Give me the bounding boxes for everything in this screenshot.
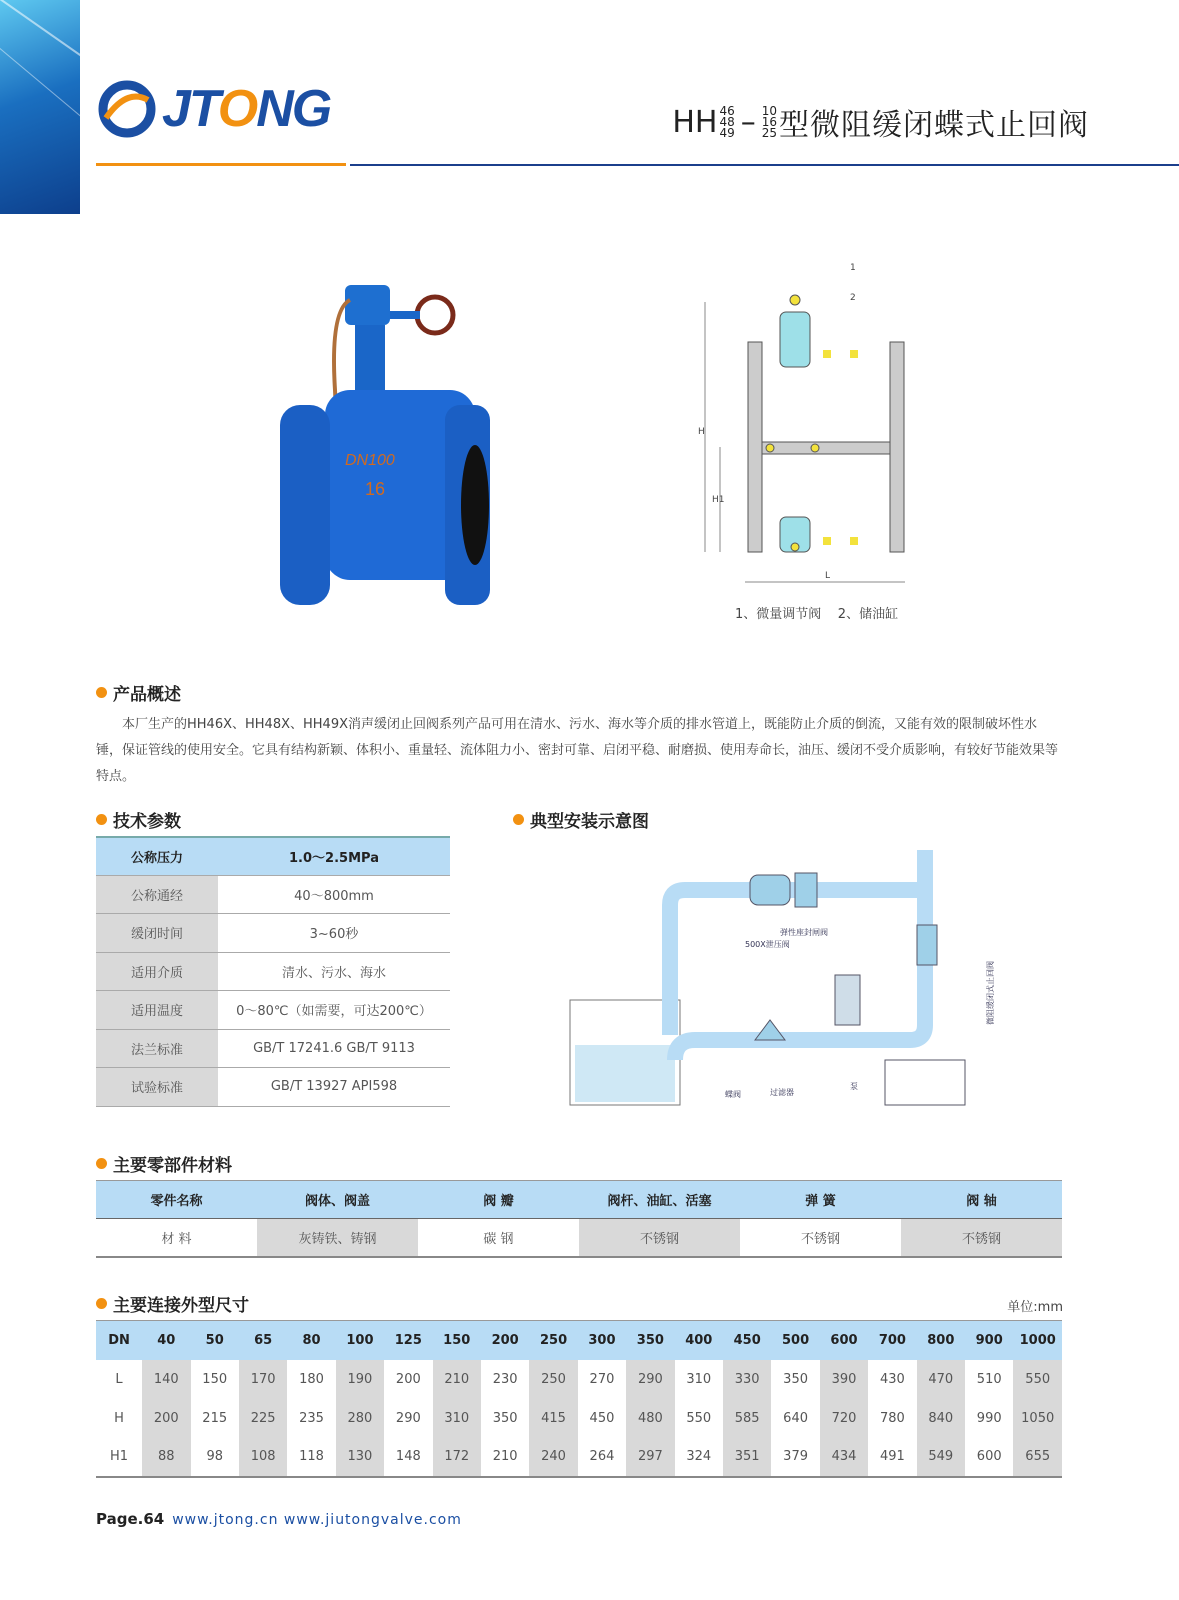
table-cell: GB/T 17241.6 GB/T 9113: [218, 1029, 450, 1068]
table-row: [96, 991, 450, 1030]
brand-name: JTONG: [162, 80, 331, 138]
table-cell: 125: [384, 1321, 432, 1360]
table-cell: 230: [492, 1371, 518, 1387]
table-row: [96, 1029, 450, 1068]
table-cell: 1050: [1013, 1399, 1062, 1438]
table-cell: 600: [965, 1438, 1013, 1477]
title-model: 48: [719, 114, 735, 129]
table-cell: 172: [433, 1438, 481, 1477]
title-model: 46: [719, 103, 735, 118]
table-cell: 310: [686, 1371, 712, 1387]
table-cell: 434: [820, 1438, 868, 1477]
dims-heading: [96, 1291, 249, 1316]
table-cell: H1: [96, 1438, 142, 1477]
table-cell: 弹 簧: [740, 1181, 901, 1219]
table-cell: DN: [96, 1321, 142, 1360]
table-cell: 灰铸铁、铸钢: [257, 1219, 418, 1257]
table-cell: 280: [336, 1399, 384, 1438]
title-pressures: [761, 103, 777, 140]
table-cell: 140: [142, 1360, 190, 1399]
title-pressure: 25: [761, 125, 777, 140]
table-cell: 148: [384, 1438, 432, 1477]
table-cell: 350: [783, 1371, 808, 1387]
table-cell: 720: [820, 1399, 868, 1438]
table-cell: 0～80℃（如需要，可达200℃）: [218, 991, 450, 1030]
drawing-label: 1: [850, 263, 856, 273]
table-cell: 250: [529, 1321, 577, 1360]
table-cell: 材 料: [96, 1219, 257, 1257]
table-cell: 324: [675, 1438, 723, 1477]
table-cell: 500: [771, 1321, 819, 1360]
install-diagram: [565, 845, 1005, 1115]
table-cell: 不锈钢: [740, 1219, 901, 1257]
table-cell: 550: [1013, 1360, 1062, 1399]
table-cell: L: [115, 1371, 123, 1387]
table-cell: 390: [820, 1360, 868, 1399]
table-cell: 350: [492, 1410, 518, 1426]
title-dash: –: [740, 104, 756, 140]
table-cell: 600: [820, 1321, 868, 1360]
page-number: Page.64: [96, 1510, 165, 1528]
footer-urls: www.jtong.cn www.jiutongvalve.com: [172, 1512, 462, 1528]
table-cell: GB/T 13927 API598: [218, 1068, 450, 1107]
table-cell: 250: [529, 1360, 577, 1399]
table-row: [96, 1321, 1062, 1360]
table-cell: 480: [626, 1399, 674, 1438]
table-row: [96, 1068, 450, 1107]
install-label: 500X泄压阀: [745, 940, 790, 949]
table-cell: 170: [239, 1360, 287, 1399]
page-title: [672, 100, 1089, 144]
table-cell: 200: [142, 1399, 190, 1438]
table-cell: 40: [142, 1321, 190, 1360]
table-row: [96, 1399, 1062, 1438]
table-cell: 290: [395, 1410, 421, 1426]
drawing-label: H: [698, 427, 705, 437]
table-cell: 190: [336, 1360, 384, 1399]
valve-photo: [270, 270, 505, 610]
table-cell: 缓闭时间: [96, 914, 218, 953]
drawing-label: L: [825, 571, 831, 581]
bullet-icon: [96, 1298, 107, 1309]
table-cell: 549: [917, 1438, 965, 1477]
brand-logo: [96, 78, 330, 140]
page-footer: [96, 1510, 462, 1528]
table-cell: 1.0～2.5MPa: [218, 837, 450, 875]
table-cell: 适用介质: [96, 952, 218, 991]
install-label: 蝶阀: [725, 1090, 741, 1099]
table-cell: 450: [589, 1410, 615, 1426]
table-cell: 450: [723, 1321, 771, 1360]
table-cell: 270: [589, 1371, 615, 1387]
table-cell: 3~60秒: [218, 914, 450, 953]
table-cell: 公称压力: [96, 837, 218, 875]
table-cell: 300: [578, 1321, 626, 1360]
table-cell: 130: [336, 1438, 384, 1477]
table-cell: 清水、污水、海水: [218, 952, 450, 991]
table-cell: 100: [336, 1321, 384, 1360]
drawing-label: H1: [712, 495, 725, 505]
table-row: [96, 1181, 1062, 1219]
table-cell: 118: [287, 1438, 335, 1477]
table-cell: 50: [191, 1321, 239, 1360]
install-label: 泵: [850, 1082, 858, 1091]
title-pressure: 10: [761, 103, 777, 118]
materials-heading-text: 主要零部件材料: [113, 1156, 232, 1176]
header-divider-orange: [96, 163, 346, 166]
table-row: [96, 875, 450, 914]
overview-heading-text: 产品概述: [113, 685, 181, 705]
table-cell: 零件名称: [96, 1181, 257, 1219]
table-cell: H: [114, 1410, 124, 1426]
logo-swirl-icon: [96, 78, 158, 140]
table-cell: 65: [239, 1321, 287, 1360]
install-label: 过滤器: [770, 1088, 794, 1097]
valve-drawing: [690, 262, 930, 592]
header-divider-blue: [350, 164, 1179, 166]
table-cell: 阀 瓣: [418, 1181, 579, 1219]
table-cell: 98: [191, 1438, 239, 1477]
corner-decoration: [0, 0, 80, 214]
bullet-icon: [96, 1158, 107, 1169]
table-cell: 108: [239, 1438, 287, 1477]
table-cell: 阀体、阀盖: [257, 1181, 418, 1219]
table-cell: 180: [299, 1371, 324, 1387]
table-cell: 840: [917, 1399, 965, 1438]
figure-caption: 1、微量调节阀 2、储油缸: [735, 607, 899, 622]
install-heading: [513, 807, 649, 832]
table-cell: 430: [879, 1371, 905, 1387]
table-cell: 330: [723, 1360, 771, 1399]
table-row: [96, 914, 450, 953]
table-cell: 40～800mm: [218, 875, 450, 914]
table-cell: 210: [433, 1360, 481, 1399]
tech-heading-text: 技术参数: [113, 812, 181, 832]
table-cell: 470: [917, 1360, 965, 1399]
unit-label: 单位:mm: [1007, 1300, 1063, 1315]
bullet-icon: [96, 687, 107, 698]
table-cell: 200: [395, 1371, 421, 1387]
table-cell: 780: [879, 1410, 905, 1426]
table-cell: 试验标准: [96, 1068, 218, 1107]
table-cell: 900: [965, 1321, 1013, 1360]
table-cell: 阀杆、油缸、活塞: [579, 1181, 740, 1219]
table-cell: 公称通经: [96, 875, 218, 914]
table-row: [96, 1360, 1062, 1399]
table-cell: 990: [976, 1410, 1002, 1426]
table-row: [96, 837, 450, 875]
bullet-icon: [96, 814, 107, 825]
valve-photo-mark: DN100: [345, 452, 395, 469]
title-models: [719, 103, 735, 140]
table-cell: 655: [1013, 1438, 1062, 1477]
table-cell: 215: [202, 1410, 228, 1426]
drawing-label: 2: [850, 293, 856, 303]
table-cell: 800: [917, 1321, 965, 1360]
install-label: 弹性座封闸阀: [780, 928, 828, 937]
overview-text: 本厂生产的HH46X、HH48X、HH49X消声缓闭止回阀系列产品可用在清水、污水、海水等介质的排水管道上，既能防止介质的倒流，又能有效的限制破坏性水锤，保证管线的使用安全。它具有结构新颖、体积小、重量轻、流体阻力小、密封可靠、启闭平稳、耐磨损、使用寿命长，油压、缓闭不受介质影响，有较好节能效果等特点。: [96, 717, 1059, 784]
table-cell: 310: [433, 1399, 481, 1438]
overview-heading: [96, 680, 181, 705]
tech-heading: [96, 807, 181, 832]
table-cell: 350: [626, 1321, 674, 1360]
table-cell: 210: [481, 1438, 529, 1477]
table-cell: 640: [783, 1410, 808, 1426]
table-cell: 290: [626, 1360, 674, 1399]
table-cell: 法兰标准: [96, 1029, 218, 1068]
table-cell: 不锈钢: [901, 1219, 1062, 1257]
title-text: 型微阻缓闭蝶式止回阀: [779, 108, 1089, 143]
bullet-icon: [513, 814, 524, 825]
table-cell: 1000: [1013, 1321, 1062, 1360]
table-cell: 585: [723, 1399, 771, 1438]
table-cell: 491: [868, 1438, 916, 1477]
table-cell: 235: [299, 1410, 324, 1426]
table-cell: 150: [433, 1321, 481, 1360]
table-row: [96, 1438, 1062, 1477]
table-cell: 88: [142, 1438, 190, 1477]
install-label: 微阻缓闭式止回阀: [986, 961, 995, 1025]
table-cell: 264: [578, 1438, 626, 1477]
table-cell: 150: [202, 1371, 228, 1387]
dims-heading-text: 主要连接外型尺寸: [113, 1296, 249, 1316]
table-cell: 80: [287, 1321, 335, 1360]
table-cell: 适用温度: [96, 991, 218, 1030]
table-cell: 不锈钢: [579, 1219, 740, 1257]
table-cell: 510: [976, 1371, 1002, 1387]
title-model: 49: [719, 125, 735, 140]
table-cell: 700: [868, 1321, 916, 1360]
install-heading-text: 典型安装示意图: [530, 812, 649, 832]
table-cell: 阀 轴: [901, 1181, 1062, 1219]
table-cell: 351: [723, 1438, 771, 1477]
valve-photo-mark: 16: [365, 479, 386, 499]
dimensions-table: [96, 1320, 1062, 1478]
table-cell: 379: [771, 1438, 819, 1477]
table-row: [96, 952, 450, 991]
table-cell: 400: [675, 1321, 723, 1360]
table-cell: 550: [686, 1410, 712, 1426]
title-prefix: HH: [672, 104, 718, 140]
title-pressure: 16: [761, 114, 777, 129]
materials-table: [96, 1180, 1062, 1258]
materials-heading: [96, 1151, 232, 1176]
table-row: [96, 1219, 1062, 1257]
table-cell: 200: [481, 1321, 529, 1360]
table-cell: 碳 钢: [418, 1219, 579, 1257]
table-cell: 297: [626, 1438, 674, 1477]
table-cell: 415: [529, 1399, 577, 1438]
table-cell: 240: [529, 1438, 577, 1477]
tech-table: [96, 836, 450, 1107]
table-cell: 225: [239, 1399, 287, 1438]
